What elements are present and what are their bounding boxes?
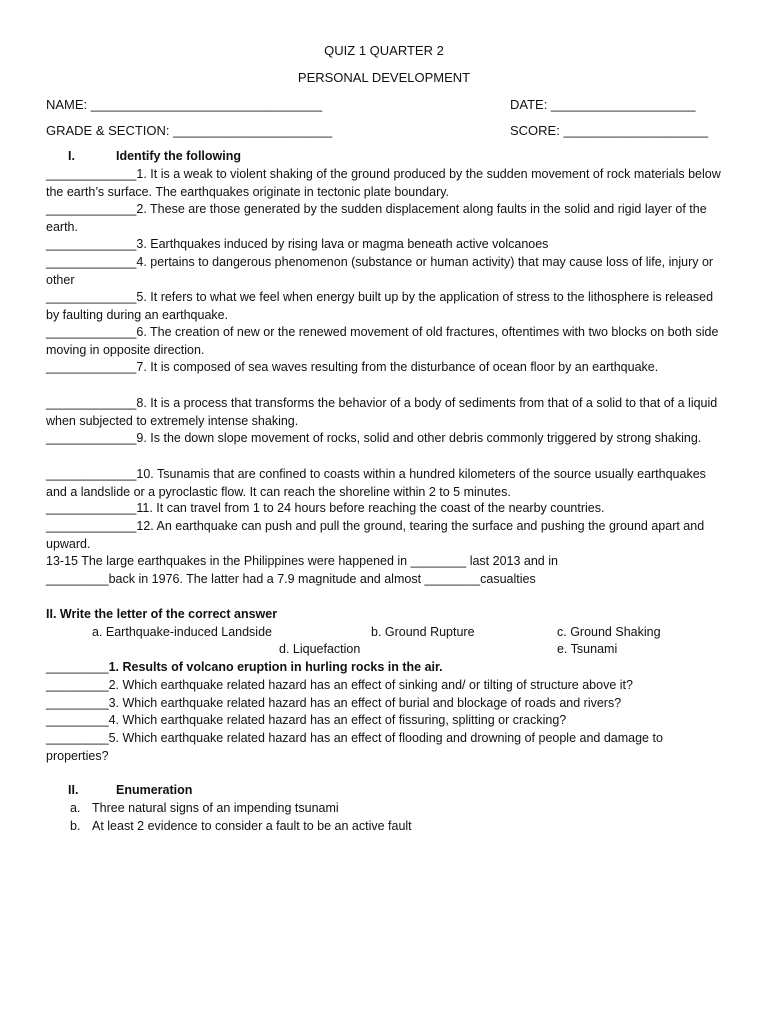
question-text: 7. It is composed of sea waves resulting from the disturbance of ocean floor by an earthquake. — [136, 360, 659, 374]
question-text: 8. It is a process that transforms the behavior of a body of sediments from that of a solid to that of a liquid when subjected to extremely intense shaking. — [46, 396, 718, 428]
question-item — [46, 166, 722, 201]
section3-heading: Enumeration — [116, 783, 193, 797]
enum-letter: b. — [70, 819, 81, 833]
enum-letter: a. — [70, 801, 81, 815]
question-text: 10. Tsunamis that are confined to coasts within a hundred kilometers of the source usually earthquakes and a landslide or a pyroclastic flow. It can reach the shoreline within 2 to 5 minutes. — [46, 467, 706, 499]
mc-question — [46, 677, 722, 695]
question-text: 2. These are those generated by the sudden displacement along faults in the solid and rigid layer of the earth. — [46, 202, 707, 234]
choice-a: a. Earthquake-induced Landside — [92, 625, 272, 639]
question-item — [46, 236, 722, 254]
answer-blank: _____________ — [46, 467, 137, 481]
answer-blank: _________ — [46, 696, 109, 710]
question-text: 1. It is a weak to violent shaking of the ground produced by the sudden movement of rock materials below the earth’s surface. The earthquakes originate in tectonic plate boundary. — [46, 167, 721, 199]
mc-question-text: 3. Which earthquake related hazard has an effect of burial and blockage of roads and rivers? — [108, 696, 622, 710]
question-13-15-line2: _________back in 1976. The latter had a 7.9 magnitude and almost ________casualties — [46, 572, 536, 586]
enum-item-text: At least 2 evidence to consider a fault to be an active fault — [92, 819, 412, 833]
grade-section-field: GRADE & SECTION: ______________________ — [46, 123, 333, 138]
name-field: NAME: ________________________________ — [46, 97, 323, 112]
section1-number: I. — [68, 149, 75, 163]
choice-d: d. Liquefaction — [279, 642, 361, 656]
mc-question-text: 4. Which earthquake related hazard has an effect of fissuring, splitting or cracking? — [108, 713, 567, 727]
choice-b: b. Ground Rupture — [371, 625, 475, 639]
choice-c: c. Ground Shaking — [557, 625, 661, 639]
section3-number: II. — [68, 783, 79, 797]
answer-blank: _____________ — [46, 167, 137, 181]
answer-blank: _____________ — [46, 360, 137, 374]
section1-heading: Identify the following — [116, 149, 241, 163]
answer-blank: _____________ — [46, 501, 137, 515]
answer-blank: _____________ — [46, 431, 137, 445]
question-13-15-line1: 13-15 The large earthquakes in the Philippines were happened in ________ last 2013 and in — [46, 554, 558, 568]
mc-question — [46, 695, 722, 713]
subject-title: PERSONAL DEVELOPMENT — [297, 70, 471, 85]
mc-question — [46, 659, 722, 677]
answer-blank: _____________ — [46, 325, 137, 339]
enum-item-text: Three natural signs of an impending tsunami — [92, 801, 339, 815]
section2-heading: II. Write the letter of the correct answer — [46, 607, 278, 621]
question-item — [46, 518, 722, 553]
quiz-title: QUIZ 1 QUARTER 2 — [324, 43, 444, 58]
answer-blank: _________ — [46, 660, 109, 674]
question-item — [46, 430, 722, 448]
question-text: 4. pertains to dangerous phenomenon (substance or human activity) that may cause loss of life, injury or other — [46, 255, 714, 287]
question-text: 9. Is the down slope movement of rocks, solid and other debris commonly triggered by strong shaking. — [136, 431, 702, 445]
mc-question-text: 1. Results of volcano eruption in hurling rocks in the air. — [108, 660, 443, 674]
date-field: DATE: ____________________ — [510, 97, 696, 112]
question-item — [46, 395, 722, 430]
answer-blank: _________ — [46, 731, 109, 745]
question-item — [46, 466, 722, 501]
question-text: 3. Earthquakes induced by rising lava or magma beneath active volcanoes — [136, 237, 549, 251]
answer-blank: _____________ — [46, 519, 137, 533]
answer-blank: _____________ — [46, 202, 137, 216]
question-item — [46, 359, 722, 377]
mc-question — [46, 712, 722, 730]
question-text: 6. The creation of new or the renewed movement of old fractures, oftentimes with two blocks on both side moving in opposite direction. — [46, 325, 719, 357]
question-text: 5. It refers to what we feel when energy built up by the application of stress to the lithosphere is released by faulting during an earthquake. — [46, 290, 714, 322]
question-item — [46, 324, 722, 359]
answer-blank: _________ — [46, 713, 109, 727]
mc-question-text: 5. Which earthquake related hazard has an effect of flooding and drowning of people and damage to properties? — [46, 731, 663, 763]
question-item — [46, 254, 722, 289]
question-text: 11. It can travel from 1 to 24 hours before reaching the coast of the nearby countries. — [136, 501, 605, 515]
answer-blank: _____________ — [46, 290, 137, 304]
answer-blank: _________ — [46, 678, 109, 692]
score-field: SCORE: ____________________ — [510, 123, 709, 138]
question-item — [46, 201, 722, 236]
mc-question — [46, 730, 722, 765]
mc-question-text: 2. Which earthquake related hazard has an effect of sinking and/ or tilting of structure above it? — [108, 678, 633, 692]
question-item — [46, 289, 722, 324]
question-item — [46, 500, 722, 518]
answer-blank: _____________ — [46, 255, 137, 269]
question-text: 12. An earthquake can push and pull the ground, tearing the surface and pushing the ground apart and upward. — [46, 519, 705, 551]
answer-blank: _____________ — [46, 396, 137, 410]
answer-blank: _____________ — [46, 237, 137, 251]
choice-e: e. Tsunami — [557, 642, 618, 656]
